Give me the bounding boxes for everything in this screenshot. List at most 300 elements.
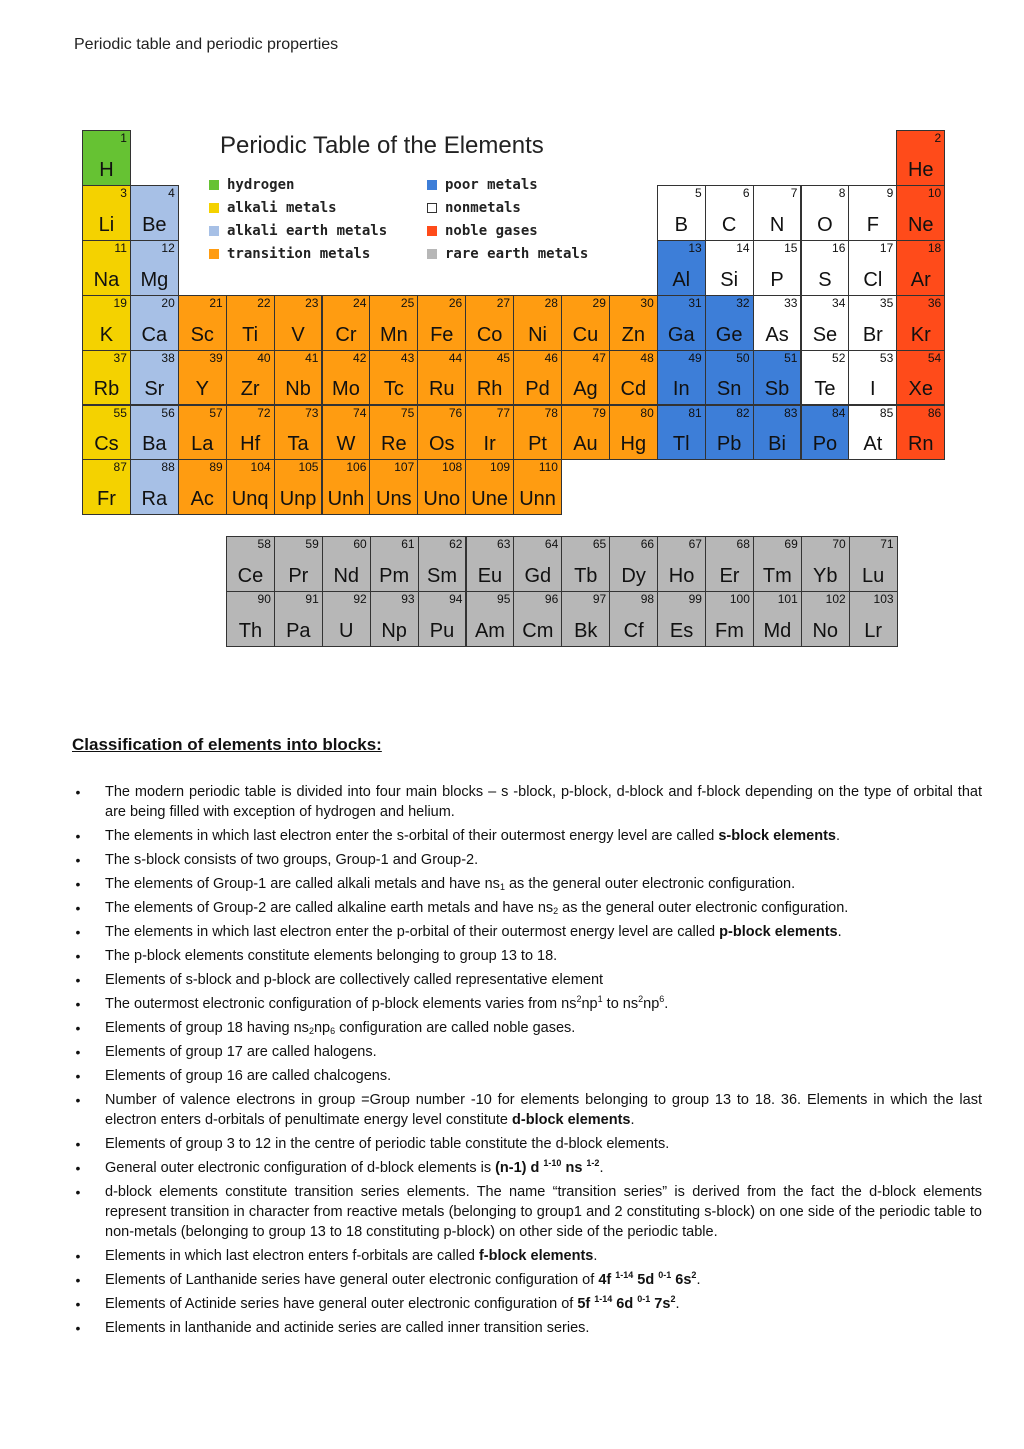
element-cell-b [657,185,706,241]
element-cell-as [753,295,802,351]
atomic-number: 26 [448,295,463,310]
atomic-number: 4 [168,185,175,200]
legend-item-alkali [209,200,337,216]
atomic-number: 89 [209,460,223,475]
atomic-number: 15 [784,240,798,255]
atomic-number: 64 [544,537,559,551]
bullet-item: • The s-block consists of two groups, Group-1 and Group-2. [72,850,982,870]
element-symbol: P [770,268,784,291]
atomic-number: 96 [544,591,559,606]
element-cell-la [178,405,227,461]
atomic-number: 2 [934,131,942,145]
element-symbol: Ru [428,378,455,401]
atomic-number: 83 [784,405,798,420]
atomic-number: 65 [592,537,607,551]
legend-label: poor metals [445,177,538,193]
element-symbol: Yb [813,564,838,587]
element-cell-fe [417,295,466,351]
element-cell-ba [130,405,179,461]
element-symbol: Co [476,323,503,346]
section-heading: Classification of elements into blocks: [72,735,382,754]
atomic-number: 40 [257,350,271,365]
f-element-cell-pa [274,591,323,647]
element-symbol: Ca [141,323,168,346]
element-symbol: He [907,158,934,181]
page-header: Periodic table and periodic properties [74,36,339,53]
element-symbol: Ta [287,433,309,456]
element-cell-ac [178,459,227,515]
atomic-number: 47 [592,350,606,365]
element-symbol: Nd [333,564,360,587]
bullet-item: • The elements of Group-2 are called alkaline earth metals and have $ns_2$ as the general outer electronic configuration. [72,898,982,918]
f-element-cell-cm [513,591,562,647]
element-symbol: Une [471,488,508,511]
atomic-number: 103 [873,591,894,606]
element-symbol: Ni [528,323,547,346]
element-symbol: Cm [522,619,554,642]
f-element-cell-dy [609,536,658,592]
element-symbol: Bk [574,619,598,642]
element-symbol: Kr [910,323,931,346]
atomic-number: 70 [832,537,846,551]
atomic-number: 12 [161,240,175,255]
f-element-cell-es [657,591,706,647]
atomic-number: 32 [736,295,750,310]
element-cell-ar [896,240,945,296]
atomic-number: 105 [298,460,319,475]
element-cell-rn [896,405,945,461]
f-element-cell-ce [226,536,275,592]
bullet-item: • Elements of group 18 having $ns_2np_6$ configuration are called noble gases. [72,1018,982,1038]
element-cell-li [82,185,131,241]
element-cell-ag [561,350,610,406]
atomic-number: 11 [114,240,127,255]
element-symbol: Ir [483,433,496,456]
element-cell-v [274,295,323,351]
element-cell-uns [369,459,418,515]
element-cell-pd [513,350,562,406]
element-cell-cs [82,405,131,461]
atomic-number: 41 [305,350,319,365]
element-cell-bi [753,405,802,461]
element-cell-une [465,459,514,515]
element-cell-mo [322,350,371,406]
f-element-cell-gd [513,536,562,592]
atomic-number: 71 [880,537,894,551]
element-symbol: Ag [573,378,598,401]
element-symbol: Unp [279,488,317,511]
element-symbol: Sm [427,564,458,587]
element-cell-o [801,185,850,241]
atomic-number: 45 [496,350,511,365]
bullet-dot-icon: • [75,828,81,844]
bullet-dot-icon: • [75,1272,81,1288]
element-cell-mg [130,240,179,296]
element-cell-h [82,130,131,186]
element-cell-in [657,350,706,406]
periodic-table-title: Periodic Table of the Elements [220,132,544,159]
atomic-number: 73 [305,405,319,420]
element-cell-cr [322,295,371,351]
element-symbol: Ac [190,488,214,511]
atomic-number: 74 [353,405,367,420]
f-element-cell-pm [370,536,419,592]
element-cell-re [369,405,418,461]
element-symbol: Nb [285,378,311,401]
element-symbol: Pd [525,378,550,401]
element-symbol: Zn [621,323,645,346]
element-symbol: In [672,378,690,401]
atomic-number: 107 [394,460,415,475]
atomic-number: 29 [592,295,606,310]
element-cell-p [753,240,802,296]
element-cell-fr [82,459,131,515]
element-cell-nb [274,350,323,406]
f-element-cell-ho [657,536,706,592]
element-cell-mn [369,295,418,351]
element-symbol: Si [720,268,739,291]
f-element-cell-er [705,536,754,592]
atomic-number: 72 [257,405,271,420]
legend-item-hydrogen [209,177,294,193]
f-element-cell-eu [466,536,515,592]
element-symbol: Ce [237,564,264,587]
element-symbol: C [721,213,737,236]
legend-swatch [427,180,437,190]
element-symbol: Sr [144,378,165,401]
atomic-number: 66 [640,537,655,551]
element-symbol: Tl [672,433,690,456]
element-symbol: Po [812,433,838,456]
element-cell-at [848,405,897,461]
element-cell-co [465,295,514,351]
f-element-cell-tm [753,536,802,592]
atomic-number: 109 [490,460,511,475]
f-element-cell-am [466,591,515,647]
element-cell-f [848,185,897,241]
atomic-number: 99 [688,591,702,606]
element-cell-si [705,240,754,296]
element-cell-sn [705,350,754,406]
atomic-number: 55 [113,405,127,420]
atomic-number: 93 [401,591,415,606]
atomic-number: 14 [736,240,750,255]
atomic-number: 18 [927,240,942,255]
atomic-number: 21 [209,295,223,310]
atomic-number: 33 [784,295,798,310]
element-symbol: H [99,158,114,181]
atomic-number: 108 [442,460,463,475]
atomic-number: 88 [161,460,175,475]
atomic-number: 38 [161,350,175,365]
element-symbol: Bi [768,433,786,456]
element-symbol: Pu [429,619,455,642]
element-cell-w [322,405,371,461]
element-symbol: Es [669,619,694,642]
element-cell-ru [417,350,466,406]
element-symbol: B [674,213,688,236]
element-symbol: Pt [528,433,547,456]
element-symbol: Re [381,433,407,456]
bullet-item: • The modern periodic table is divided into four main blocks – s -block, p-block, d-block and f-block depending on the type of orbital that are being filled with exception of hydrogen and helium. [72,782,982,822]
element-cell-cl [848,240,897,296]
atomic-number: 100 [729,591,750,606]
f-block-table [226,536,895,647]
element-symbol: Uno [423,488,461,511]
legend-item-rare [427,246,588,262]
atomic-number: 37 [113,350,127,365]
bullet-list [72,782,982,1342]
element-cell-i [848,350,897,406]
legend-label: rare earth metals [445,246,589,262]
element-symbol: Cd [620,378,647,401]
atomic-number: 86 [927,405,942,420]
atomic-number: 97 [592,591,607,606]
element-symbol: Zr [240,378,260,401]
atomic-number: 58 [257,537,271,551]
atomic-number: 101 [777,591,798,606]
legend-item-transition [209,246,370,262]
element-symbol: Tc [383,378,404,401]
atomic-number: 77 [496,405,511,420]
element-symbol: Am [474,619,505,642]
legend-label: alkali metals [227,200,337,216]
bullet-dot-icon: • [75,1020,81,1036]
element-cell-cd [609,350,658,406]
element-symbol: Th [238,619,263,642]
element-symbol: Cu [572,323,599,346]
element-symbol: Al [672,268,691,291]
legend-label: nonmetals [445,200,521,216]
element-cell-unh [322,459,371,515]
bullet-item: • d-block elements constitute transition series elements. The name “transition series” is derived from the fact the d-block elements represent transition in character from reactive metals (belonging to group1 and 2 constituting s-block) on one side of the periodic table to non-metals (belonging to group 13 to 18 constituting p-block) on other side of the periodic table. [72,1182,982,1242]
element-symbol: Gd [524,564,552,587]
element-cell-rh [465,350,514,406]
element-symbol: V [291,323,305,346]
f-element-cell-np [370,591,419,647]
atomic-number: 56 [161,405,175,420]
element-symbol: Ne [907,213,934,236]
element-symbol: N [769,213,785,236]
bullet-item: • Elements of group 3 to 12 in the centre of periodic table constitute the d-block elements. [72,1134,982,1154]
atomic-number: 25 [400,295,415,310]
atomic-number: 53 [879,350,894,365]
element-cell-ir [465,405,514,461]
atomic-number: 52 [832,350,846,365]
f-element-cell-yb [801,536,850,592]
element-symbol: Xe [908,378,933,401]
legend-swatch [209,180,219,190]
atomic-number: 44 [448,350,463,365]
element-cell-sb [753,350,802,406]
element-cell-he [896,130,945,186]
legend-item-nonmetal [427,200,521,216]
f-element-cell-u [322,591,371,647]
atomic-number: 17 [879,240,894,255]
element-cell-os [417,405,466,461]
atomic-number: 36 [927,295,942,310]
element-cell-tc [369,350,418,406]
atomic-number: 42 [353,350,367,365]
element-symbol: At [863,433,883,456]
atomic-number: 61 [401,537,415,551]
f-element-cell-md [753,591,802,647]
element-cell-s [801,240,850,296]
atomic-number: 78 [544,405,558,420]
bullet-dot-icon: • [75,996,81,1012]
bullet-item: • Elements of Actinide series have general outer electronic configuration of 5f $^{1-14}$ 6d $^{0-1}$ $7s^2$. [72,1294,982,1314]
atomic-number: 51 [784,350,798,365]
element-symbol: Cs [94,433,119,456]
atomic-number: 106 [346,460,367,475]
legend-item-noble [427,223,538,239]
atomic-number: 35 [879,295,894,310]
atomic-number: 54 [927,350,942,365]
atomic-number: 50 [736,350,750,365]
atomic-number: 27 [496,295,511,310]
atomic-number: 98 [640,591,655,606]
element-symbol: Mo [332,378,360,401]
element-symbol: Ar [910,268,931,291]
element-symbol: Y [195,378,209,401]
element-symbol: I [870,378,876,401]
atomic-number: 76 [448,405,463,420]
element-cell-zn [609,295,658,351]
element-cell-uno [417,459,466,515]
atomic-number: 34 [832,295,846,310]
legend-label: hydrogen [227,177,295,193]
element-cell-kr [896,295,945,351]
element-symbol: As [765,323,789,346]
element-symbol: Li [98,213,115,236]
atomic-number: 48 [640,350,654,365]
element-cell-hf [226,405,275,461]
atomic-number: 28 [544,295,558,310]
legend-label: alkali earth metals [227,223,388,239]
legend-swatch [427,226,437,236]
element-cell-ti [226,295,275,351]
element-symbol: Lu [862,564,885,587]
element-cell-pt [513,405,562,461]
atomic-number: 59 [305,537,319,551]
element-cell-na [82,240,131,296]
atomic-number: 39 [209,350,223,365]
element-symbol: Hg [620,433,647,456]
bullet-item: • Elements in lanthanide and actinide series are called inner transition series. [72,1318,982,1338]
element-symbol: Cl [863,268,883,291]
element-cell-be [130,185,179,241]
bullet-item: • The elements in which last electron enter the s-orbital of their outermost energy level are called s-block elements. [72,826,982,846]
bullet-dot-icon: • [75,1320,81,1336]
f-element-cell-nd [322,536,371,592]
element-symbol: Pr [288,564,309,587]
legend-item-poor [427,177,538,193]
bullet-dot-icon: • [75,876,81,892]
f-element-cell-tb [561,536,610,592]
atomic-number: 24 [353,295,367,310]
element-symbol: Au [573,433,598,456]
element-cell-ca [130,295,179,351]
atomic-number: 68 [736,537,750,551]
element-symbol: Tm [762,564,792,587]
element-cell-c [705,185,754,241]
element-symbol: Be [142,213,167,236]
atomic-number: 92 [353,591,367,606]
element-symbol: Ge [715,323,743,346]
element-symbol: Rn [907,433,934,456]
bullet-item: • Number of valence electrons in group =Group number -10 for elements belonging to group 13 to 18. 36. Elements in which the last electron enters d-orbitals of penultimate energy level constitute d-block elements. [72,1090,982,1130]
element-symbol: Rh [476,378,503,401]
element-symbol: Lr [864,619,883,642]
atomic-number: 46 [544,350,558,365]
f-element-cell-cf [609,591,658,647]
atomic-number: 62 [449,537,463,551]
element-symbol: Cr [335,323,357,346]
element-cell-sc [178,295,227,351]
bullet-item: • Elements of group 16 are called chalcogens. [72,1066,982,1086]
legend-swatch [427,249,437,259]
atomic-number: 63 [497,537,511,551]
element-symbol: Mg [140,268,169,291]
bullet-dot-icon: • [75,924,81,940]
atomic-number: 84 [832,405,846,420]
atomic-number: 6 [742,185,750,200]
atomic-number: 8 [838,185,846,200]
element-symbol: Tb [574,564,598,587]
atomic-number: 20 [161,295,175,310]
element-symbol: Hf [240,433,261,456]
element-symbol: Fe [430,323,454,346]
element-cell-ni [513,295,562,351]
element-symbol: Rb [93,378,120,401]
element-symbol: Pa [286,619,311,642]
bullet-dot-icon: • [75,900,81,916]
element-symbol: Os [428,433,455,456]
bullet-item: • Elements of s-block and p-block are collectively called representative element [72,970,982,990]
bullet-item: • The elements in which last electron enter the p-orbital of their outermost energy level are called p-block elements. [72,922,982,942]
bullet-dot-icon: • [75,1092,81,1108]
bullet-dot-icon: • [75,1044,81,1060]
atomic-number: 43 [400,350,415,365]
element-symbol: Te [814,378,836,401]
element-symbol: U [339,619,354,642]
element-symbol: Fm [715,619,744,642]
element-cell-rb [82,350,131,406]
atomic-number: 16 [832,240,846,255]
atomic-number: 30 [640,295,654,310]
bullet-dot-icon: • [75,948,81,964]
element-symbol: Ti [242,323,259,346]
element-cell-te [801,350,850,406]
atomic-number: 81 [688,405,702,420]
atomic-number: 80 [640,405,654,420]
element-symbol: Er [719,564,740,587]
bullet-dot-icon: • [75,852,81,868]
element-cell-se [801,295,850,351]
element-cell-ga [657,295,706,351]
f-element-cell-lu [849,536,898,592]
element-cell-au [561,405,610,461]
element-cell-unn [513,459,562,515]
atomic-number: 82 [736,405,750,420]
element-symbol: Ra [141,488,168,511]
periodic-table [82,130,944,516]
element-symbol: Unh [327,488,365,511]
element-cell-po [801,405,850,461]
element-symbol: La [191,433,214,456]
atomic-number: 1 [120,131,127,145]
bullet-item: • Elements of group 17 are called halogens. [72,1042,982,1062]
